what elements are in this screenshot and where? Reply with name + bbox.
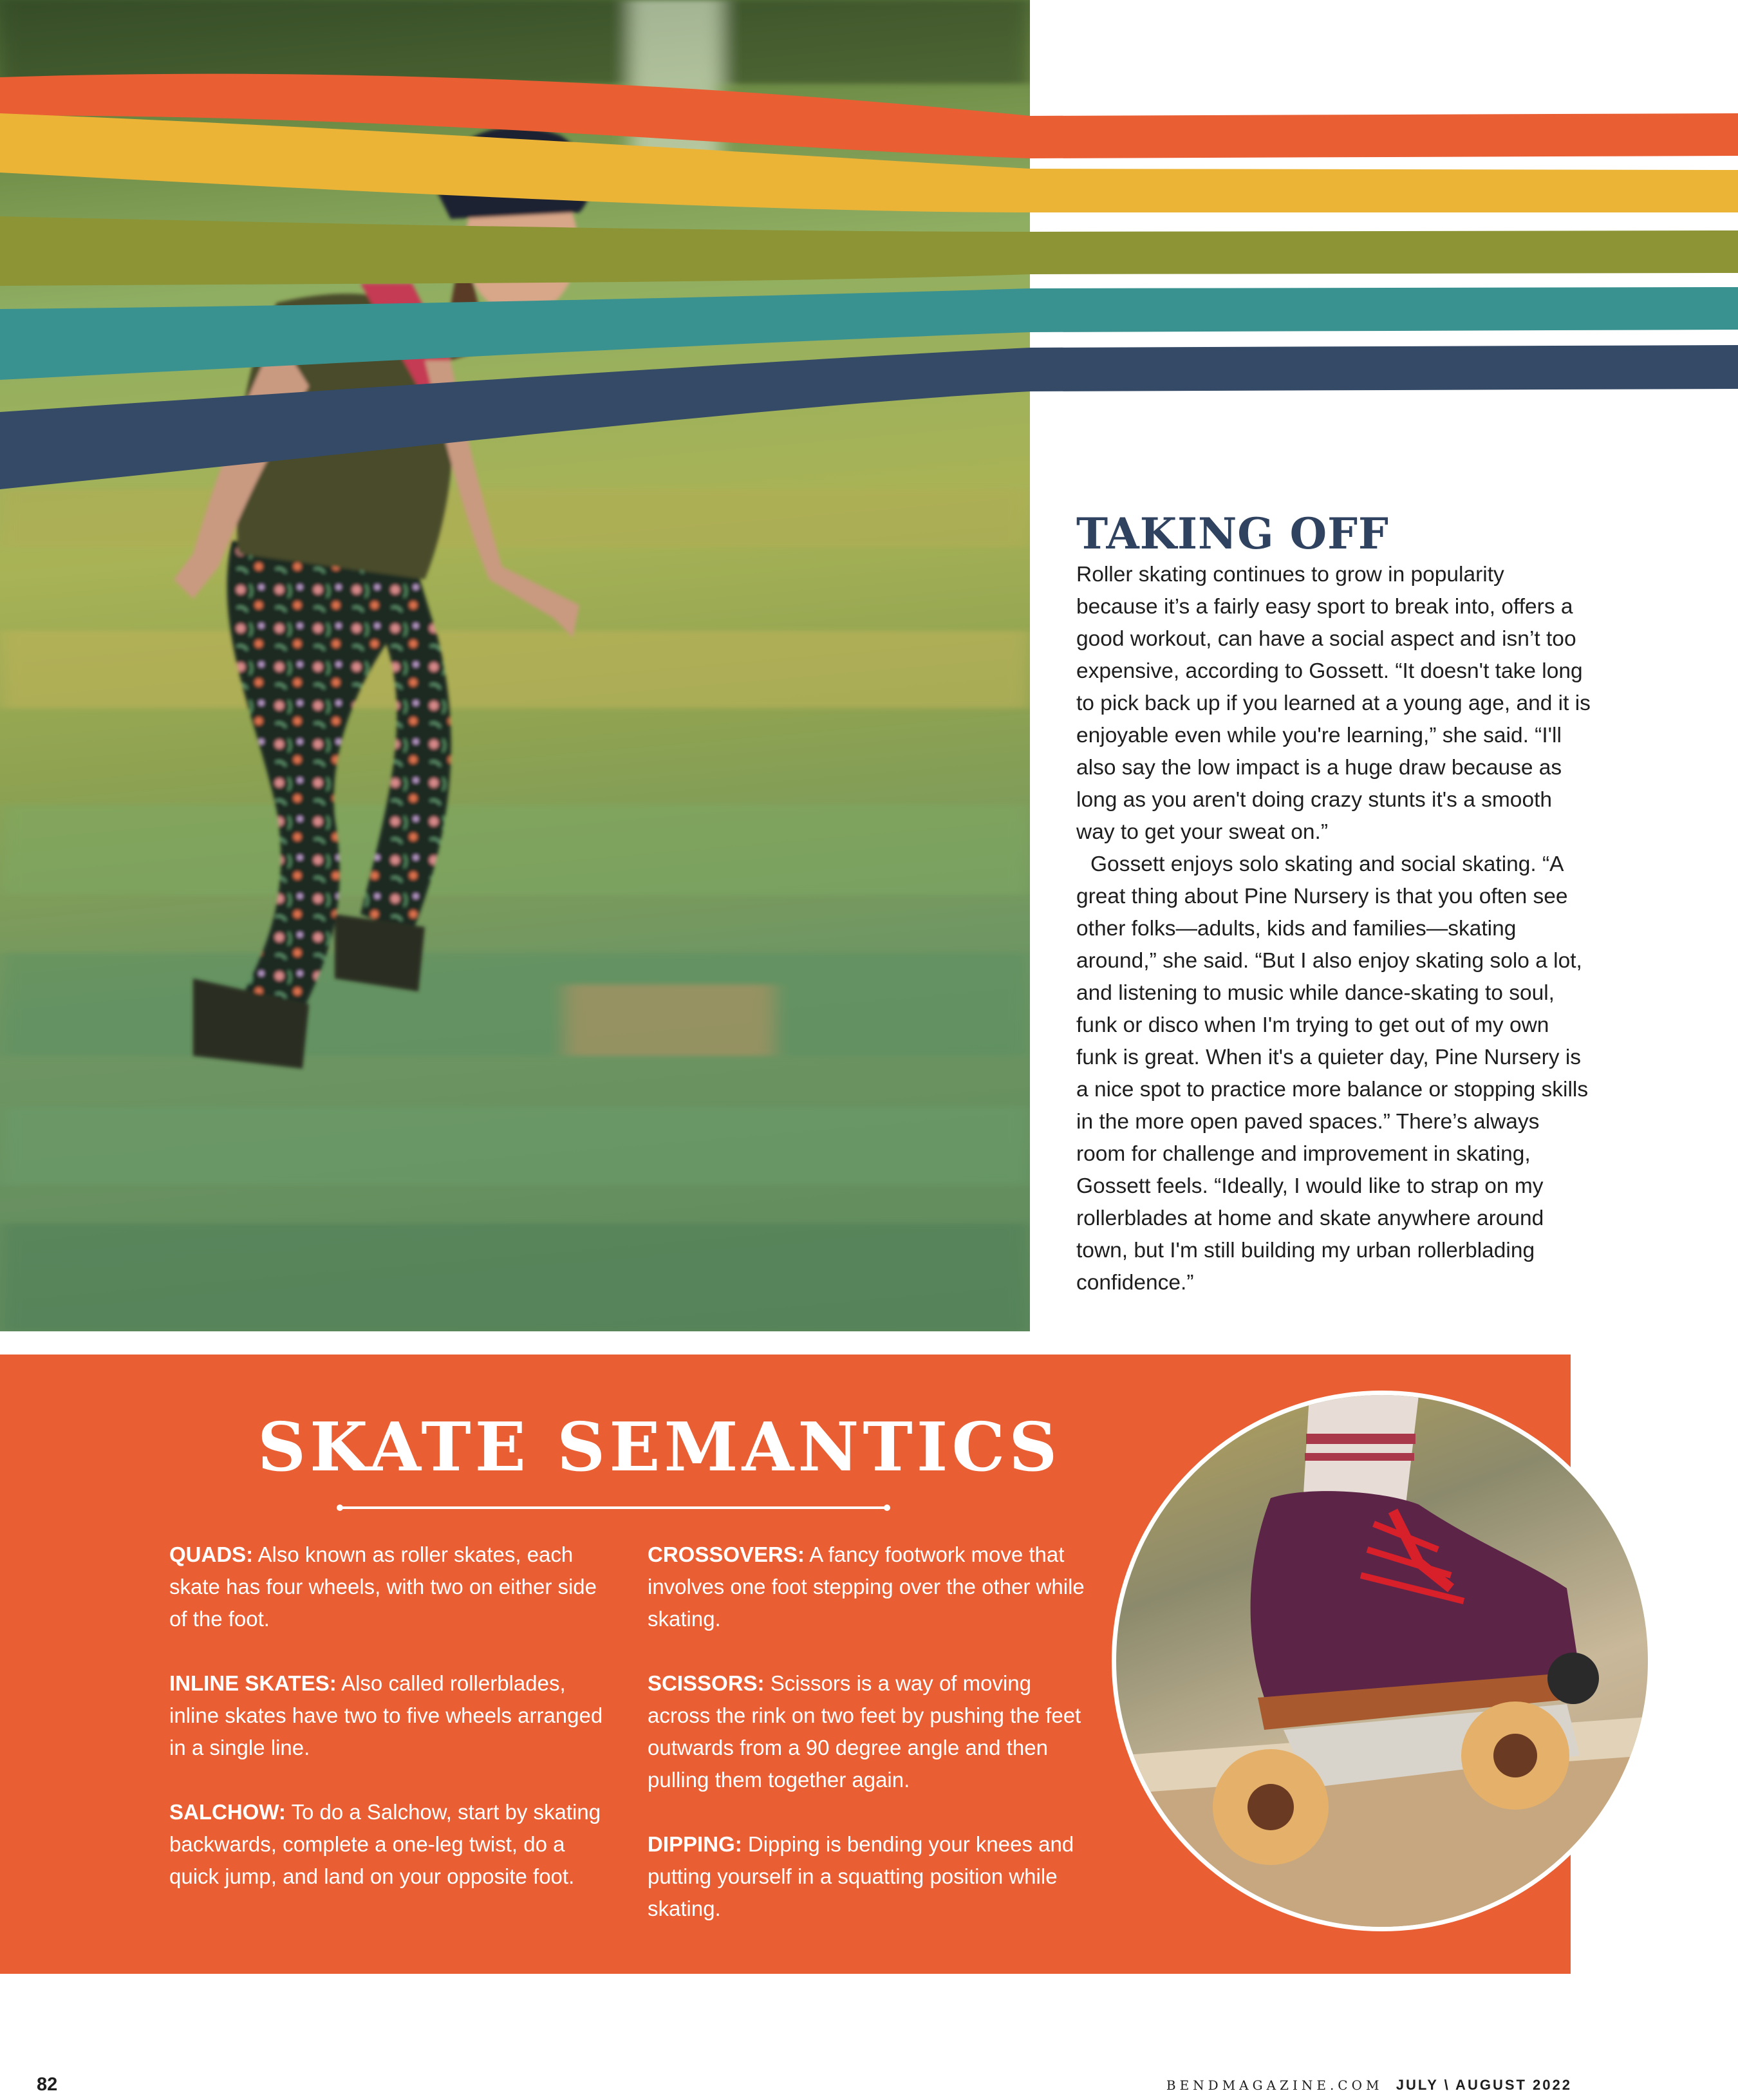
taking-off-paragraph-2: Gossett enjoys solo skating and social skating. “A great thing about Pine Nursery is that you often see other folks—adults, kids and families—skating around,” she said. “But I also enjoy skating solo a lot, and listening to music while dance-skating to soul, funk or disco when I'm trying to get out of my own funk is great. When it's a quieter day, Pine Nursery is a nice spot to practice more balance or stopping skills in the more open paved spaces.” There’s always room for challenge and improvement in skating, Gossett feels. “Ideally, I would like to strap on my rollerblades at home and skate anywhere around town, but I'm still building my urban rollerblading confidence.” bbox=[1076, 852, 1589, 1295]
skate-semantics-heading: SKATE SEMANTICS bbox=[257, 1407, 1061, 1486]
roller-skate-illustration bbox=[1116, 1395, 1648, 1927]
taking-off-body bbox=[1076, 559, 1591, 1299]
taking-off-heading: TAKING OFF bbox=[1076, 509, 1389, 559]
glossary-term: INLINE SKATES: bbox=[169, 1671, 337, 1695]
glossary-definition: Scissors is a way of moving across the rink on two feet by pushing the feet outwards from a 90 degree angle and then pulling them together again. bbox=[648, 1671, 1081, 1792]
glossary-term: SALCHOW: bbox=[169, 1800, 286, 1824]
glossary-term: DIPPING: bbox=[648, 1832, 742, 1856]
glossary-definition: Also known as roller skates, each skate has four wheels, with two on either side of the foot. bbox=[169, 1542, 597, 1631]
stripe-olive bbox=[0, 216, 1738, 286]
glossary-entry-quads bbox=[169, 1539, 620, 1635]
decorative-stripes bbox=[0, 0, 1738, 502]
glossary-entry-crossovers bbox=[648, 1539, 1098, 1635]
rule-dot-left bbox=[337, 1505, 343, 1511]
glossary-entry-dipping bbox=[648, 1828, 1098, 1925]
glossary-entry-inline-skates bbox=[169, 1667, 620, 1764]
footer-credit bbox=[1166, 2077, 1572, 2094]
glossary-term: QUADS: bbox=[169, 1542, 254, 1566]
glossary-right-column bbox=[648, 1539, 1098, 1957]
roller-skate-photo bbox=[1112, 1391, 1652, 1931]
rule-dot-right bbox=[884, 1505, 890, 1511]
heading-rule bbox=[340, 1506, 887, 1509]
glossary-entry-scissors bbox=[648, 1667, 1098, 1796]
glossary-definition: To do a Salchow, start by skating backwards, complete a one-leg twist, do a quick jump, and land on your opposite foot. bbox=[169, 1800, 601, 1888]
footer-issue: JULY \ AUGUST 2022 bbox=[1396, 2077, 1572, 2093]
page-number: 82 bbox=[37, 2074, 58, 2095]
glossary-term: CROSSOVERS: bbox=[648, 1542, 805, 1566]
glossary-entry-salchow bbox=[169, 1796, 620, 1893]
glossary-definition: Also called rollerblades, inline skates have two to five wheels arranged in a single line. bbox=[169, 1671, 603, 1759]
glossary-left-column bbox=[169, 1539, 620, 1925]
glossary-term: SCISSORS: bbox=[648, 1671, 765, 1695]
glossary-definition: A fancy footwork move that involves one foot stepping over the other while skating. bbox=[648, 1542, 1085, 1631]
footer-site: BENDMAGAZINE.COM bbox=[1166, 2077, 1383, 2093]
glossary-definition: Dipping is bending your knees and putting yourself in a squatting position while skating. bbox=[648, 1832, 1074, 1920]
taking-off-paragraph-1: Roller skating continues to grow in popularity because it’s a fairly easy sport to break into, offers a good workout, can have a social aspect and isn’t too expensive, according to Gossett. “It doesn't take long to pick back up if you learned at a young age, and it is enjoyable even while you're learning,” she said. “I'll also say the low impact is a huge draw because as long as you aren't doing crazy stunts it's a smooth way to get your sweat on.” bbox=[1076, 563, 1591, 844]
